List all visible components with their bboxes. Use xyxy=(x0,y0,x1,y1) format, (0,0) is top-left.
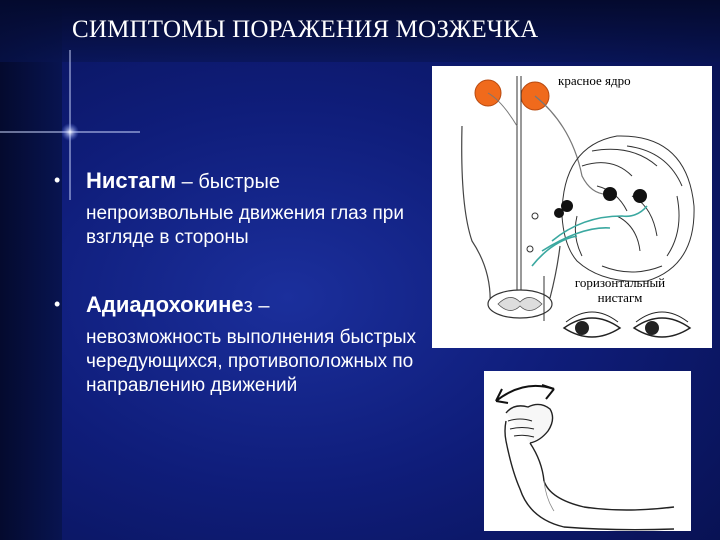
bullet-term: Адиадохокине xyxy=(86,292,244,317)
bullet-description: невозможность выполнения быстрых чередующихся, противоположных по направлению движений xyxy=(86,327,417,396)
bullet-lead: – быстрые xyxy=(176,171,280,193)
bullet-term-end: з xyxy=(243,295,253,317)
bullet-dot: • xyxy=(54,294,61,314)
nystagmus-label-line1: горизонтальный xyxy=(574,275,666,290)
rotating-hand-illustration xyxy=(484,371,691,531)
bullet-lead: – xyxy=(252,295,270,317)
eye-icon xyxy=(634,312,690,337)
bullet-term: Нистагм xyxy=(86,168,177,193)
bullet-dot: • xyxy=(54,170,61,190)
bullet-description: непроизвольные движения глаз при взгляде в стороны xyxy=(86,203,404,248)
slide-title: СИМПТОМЫ ПОРАЖЕНИЯ МОЗЖЕЧКА xyxy=(72,16,539,43)
cerebellum-diagram xyxy=(432,66,712,348)
red-nucleus-label: красное ядро xyxy=(558,73,631,88)
eye-icon xyxy=(564,312,620,337)
bullet-headline xyxy=(86,168,280,194)
cerebellar-nucleus xyxy=(554,208,564,218)
cerebellar-nucleus xyxy=(603,187,617,201)
cerebellar-nucleus xyxy=(633,189,647,203)
nystagmus-label-line2: нистагм xyxy=(597,290,643,305)
cerebellum-illustration xyxy=(562,136,694,281)
bullet-headline xyxy=(86,292,270,318)
